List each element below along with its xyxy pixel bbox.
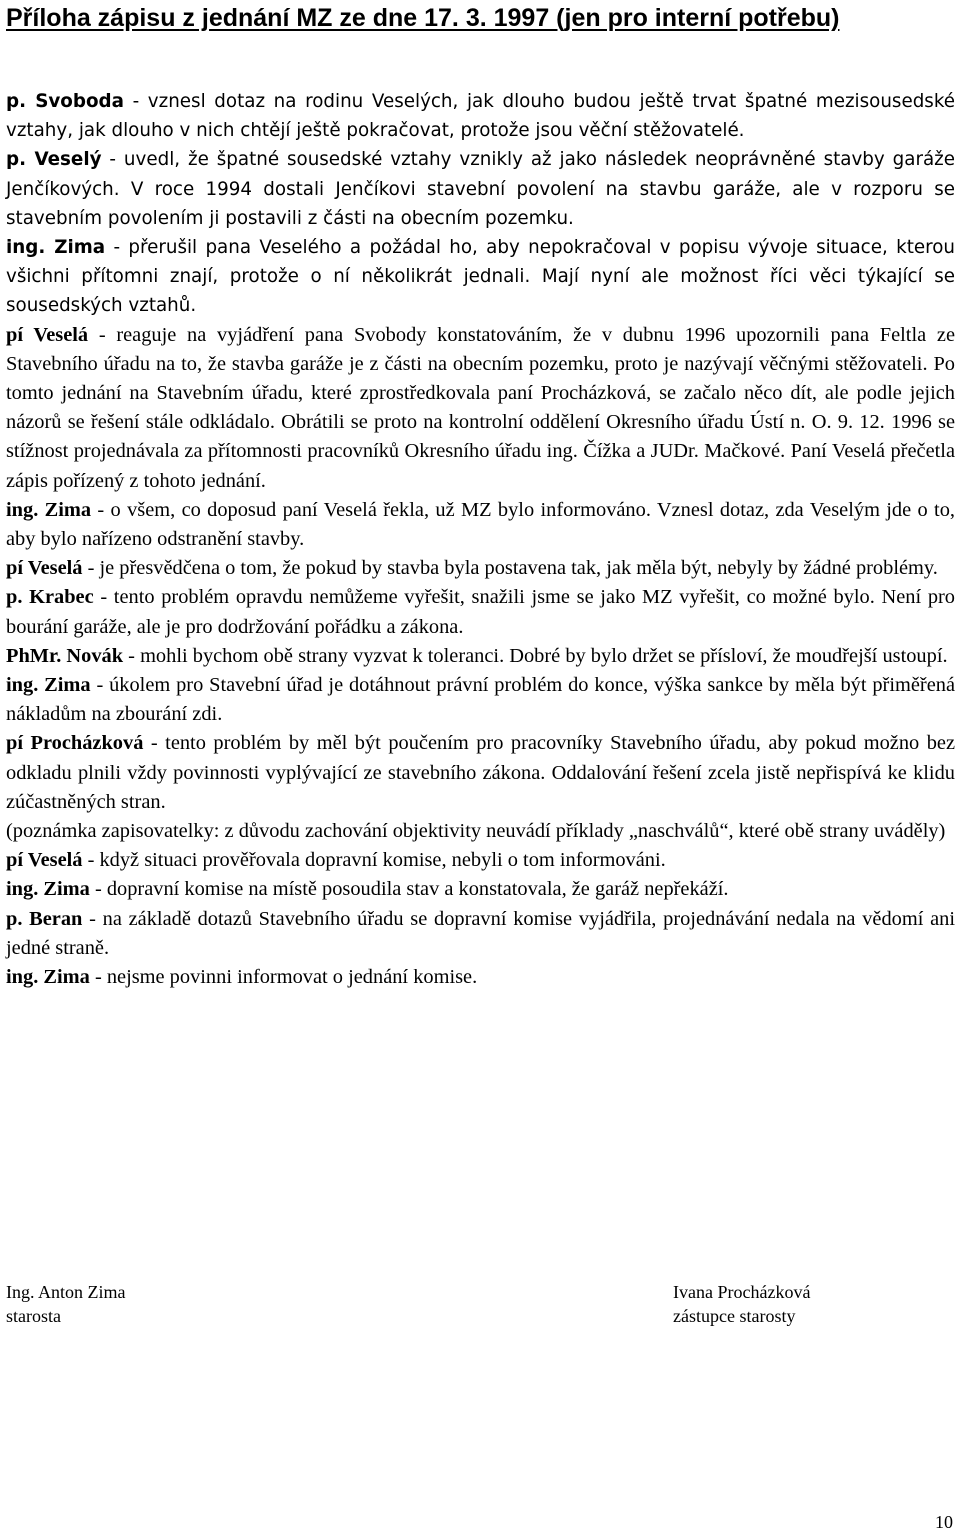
signatory-role: starosta <box>6 1306 61 1326</box>
minutes-paragraph <box>6 671 955 729</box>
speaker-name: pí Veselá <box>6 849 83 872</box>
speaker-name: ing. Zima <box>6 237 106 259</box>
minutes-paragraph <box>6 963 955 992</box>
paragraph-text: - vznesl dotaz na rodinu Veselých, jak dlouho budou ještě trvat špatné mezisousedské vztahy, jak dlouho v nich chtějí ještě pokračovat, protože jsou věční stěžovatelé. <box>6 91 956 142</box>
minutes-paragraph <box>6 496 955 554</box>
paragraph-text: (poznámka zapisovatelky: z důvodu zachování objektivity neuvádí příklady „naschválů“, které obě strany uváděly) <box>6 820 946 843</box>
minutes-paragraph <box>6 87 955 145</box>
signature-block-left <box>6 1280 126 1328</box>
minutes-paragraph <box>6 905 955 963</box>
paragraph-text: - dopravní komise na místě posoudila stav a konstatovala, že garáž nepřekáží. <box>89 878 729 901</box>
paragraph-text: - mohli bychom obě strany vyzvat k toleranci. Dobré by bylo držet se přísloví, že moudřejší ustoupí. <box>123 644 948 667</box>
minutes-paragraph <box>6 583 955 641</box>
minutes-paragraph <box>6 729 955 817</box>
paragraph-text: - na základě dotazů Stavebního úřadu se dopravní komise vyjádřila, projednávání nedala na vědomí ani jedné straně. <box>6 907 955 959</box>
paragraph-text-continued: V roce 1994 dostali Jenčíkovi stavební povolení na stavbu garáže, ale v rozporu se stavebním povolením ji postavili z části na obecním pozemku. <box>6 178 955 229</box>
speaker-name: pí Procházková <box>6 732 144 755</box>
minutes-paragraph <box>6 554 955 583</box>
page-number: 10 <box>935 1512 953 1532</box>
paragraph-text: - tento problém opravdu nemůžeme vyřešit, snažili jsme se jako MZ vyřešit, co možné bylo. Není pro bourání garáže, ale je pro dodržování pořádku a zákona. <box>6 586 955 638</box>
signature-block-right <box>673 1280 810 1328</box>
recorder-note <box>6 817 955 846</box>
signatory-name: Ivana Procházková <box>673 1282 811 1302</box>
minutes-paragraph <box>6 321 955 496</box>
minutes-paragraph <box>6 875 955 904</box>
speaker-name: p. Beran <box>6 907 83 930</box>
speaker-name: p. Krabec <box>6 586 94 609</box>
paragraph-text: - úkolem pro Stavební úřad je dotáhnout právní problém do konce, výška sankce by měla být přiměřená nákladům na zbourání zdi. <box>6 674 955 726</box>
speaker-name: p. Veselý <box>6 149 102 171</box>
paragraph-text: - nejsme povinni informovat o jednání komise. <box>89 966 478 989</box>
minutes-paragraph <box>6 846 955 875</box>
minutes-paragraph <box>6 642 955 671</box>
speaker-name: pí Veselá <box>6 557 83 580</box>
speaker-name: pí Veselá <box>6 323 89 346</box>
paragraph-text: - když situaci prověřovala dopravní komise, nebyli o tom informováni. <box>82 849 666 872</box>
paragraph-text: - je přesvědčena o tom, že pokud by stavba byla postavena tak, jak měla být, nebyly by žádné problémy. <box>82 557 938 580</box>
minutes-body <box>6 87 955 992</box>
document-title: Příloha zápisu z jednání MZ ze dne 17. 3. 1997 (jen pro interní potřebu) <box>6 4 840 32</box>
signatory-name: Ing. Anton Zima <box>6 1282 126 1302</box>
speaker-name: p. Svoboda <box>6 91 124 112</box>
paragraph-text: - tento problém by měl být poučením pro pracovníky Stavebního úřadu, aby pokud možno bez odkladu plnili vždy povinnosti vyplývající ze stavebního zákona. Oddalování řešení zcela jistě nepřispívá ke klidu zúčastněných stran. <box>6 732 955 813</box>
minutes-paragraph <box>6 233 955 321</box>
speaker-name: PhMr. Novák <box>6 644 124 667</box>
paragraph-text: - reaguje na vyjádření pana Svobody konstatováním, že v dubnu 1996 upozornili pana Feltla ze Stavebního úřadu na to, že stavba garáže je z části na obecním pozemku, proto je nazývají věčnými stěžovateli. Po tomto jednání na Stavebním úřadu, které zprostředkovala paní Procházková, se začalo něco dít, ale podle jejich názorů se řešení stále odkládalo. Obrátili se proto na kontrolní oddělení Okresního úřadu Ústí n. O. 9. 12. 1996 se stížnost projednávala za přítomnosti pracovníků Okresního úřadu ing. Čížka a JUDr. Mačkové. Paní Veselá přečetla zápis pořízený z tohoto jednání. <box>6 323 956 492</box>
paragraph-text: - uvedl, že špatné sousedské vztahy vznikly až jako následek neoprávněné stavby garáže Jenčíkových. <box>6 149 956 200</box>
speaker-name: ing. Zima <box>6 966 90 989</box>
signatory-role: zástupce starosty <box>673 1306 796 1326</box>
speaker-name: ing. Zima <box>6 878 90 901</box>
minutes-paragraph <box>6 145 955 233</box>
speaker-name: ing. Zima <box>6 674 91 697</box>
speaker-name: ing. Zima <box>6 498 92 521</box>
paragraph-text: - přerušil pana Veselého a požádal ho, aby nepokračoval v popisu vývoje situace, kterou všichni přítomni znají, protože o ní několikrát jednali. Mají nyní ale možnost říci věci týkající se sousedských vztahů. <box>6 237 955 317</box>
paragraph-text: - o všem, co doposud paní Veselá řekla, už MZ bylo informováno. Vznesl dotaz, zda Veselým jde o to, aby bylo nařízeno odstranění stavby. <box>6 498 956 551</box>
